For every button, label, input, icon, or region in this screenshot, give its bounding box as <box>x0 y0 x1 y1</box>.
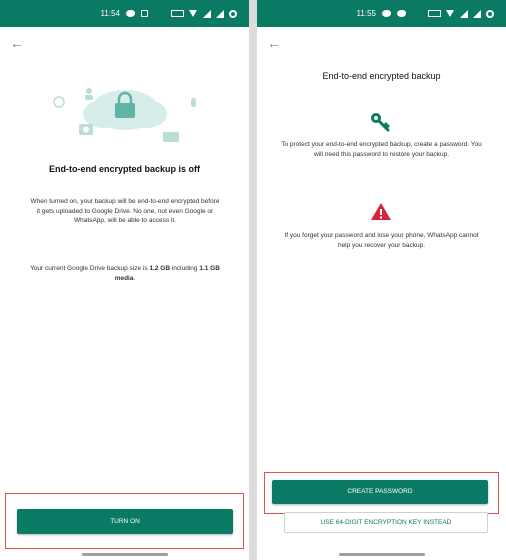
back-arrow-icon[interactable]: ← <box>10 35 24 51</box>
battery-saver-icon <box>171 10 184 17</box>
encryption-description: When turned on, your backup will be end-to-end encrypted before it gets uploaded to Google Drive. No one, not even Google or WhatsApp, will be able to access it. <box>30 198 220 224</box>
battery-ring-icon <box>486 10 494 18</box>
use-encryption-key-button[interactable]: USE 64-DIGIT ENCRYPTION KEY INSTEAD <box>284 512 488 533</box>
key-icon <box>370 112 390 132</box>
page-title: End-to-end encrypted backup is off <box>48 164 200 174</box>
turn-on-button[interactable]: TURN ON <box>17 509 233 534</box>
battery-saver-icon <box>428 10 441 17</box>
status-bar <box>257 0 506 27</box>
key-info-text: To protect your end-to-end encrypted backup, create a password. You will need this password to restore your backup. <box>281 141 482 158</box>
signal-icon-2 <box>216 10 224 18</box>
backup-size-text <box>20 264 230 283</box>
gesture-handle[interactable] <box>339 553 425 556</box>
screen-encrypted-backup <box>257 0 506 560</box>
twitter-icon-2 <box>397 10 406 17</box>
battery-ring-icon <box>229 10 237 18</box>
twitter-icon <box>382 10 391 17</box>
signal-icon <box>203 10 211 18</box>
create-password-button[interactable]: CREATE PASSWORD <box>272 480 488 504</box>
gesture-handle[interactable] <box>82 553 168 556</box>
signal-icon <box>460 10 468 18</box>
size-prefix: Your current Google Drive backup size is <box>30 265 150 272</box>
page-title: End-to-end encrypted backup <box>322 71 441 81</box>
back-arrow-icon[interactable]: ← <box>267 35 281 51</box>
size-value: 1.2 GB <box>149 265 171 272</box>
status-time: 11:54 <box>100 9 120 19</box>
wifi-icon <box>189 10 197 17</box>
signal-icon-2 <box>473 10 481 18</box>
size-suffix: . <box>133 274 136 282</box>
wifi-icon <box>446 10 454 17</box>
media-value: 1.1 GB media <box>114 265 220 282</box>
status-time: 11:55 <box>356 9 376 19</box>
screen-backup-off <box>0 0 249 560</box>
image-icon <box>141 10 148 17</box>
warning-icon <box>370 202 392 221</box>
twitter-icon <box>126 10 135 17</box>
status-bar <box>0 0 249 27</box>
cloud-lock-illustration <box>45 80 205 142</box>
warning-info-text: If you forget your password and lose your phone, WhatsApp cannot help you recover your backup. <box>284 232 479 249</box>
size-mid: including <box>170 265 200 272</box>
